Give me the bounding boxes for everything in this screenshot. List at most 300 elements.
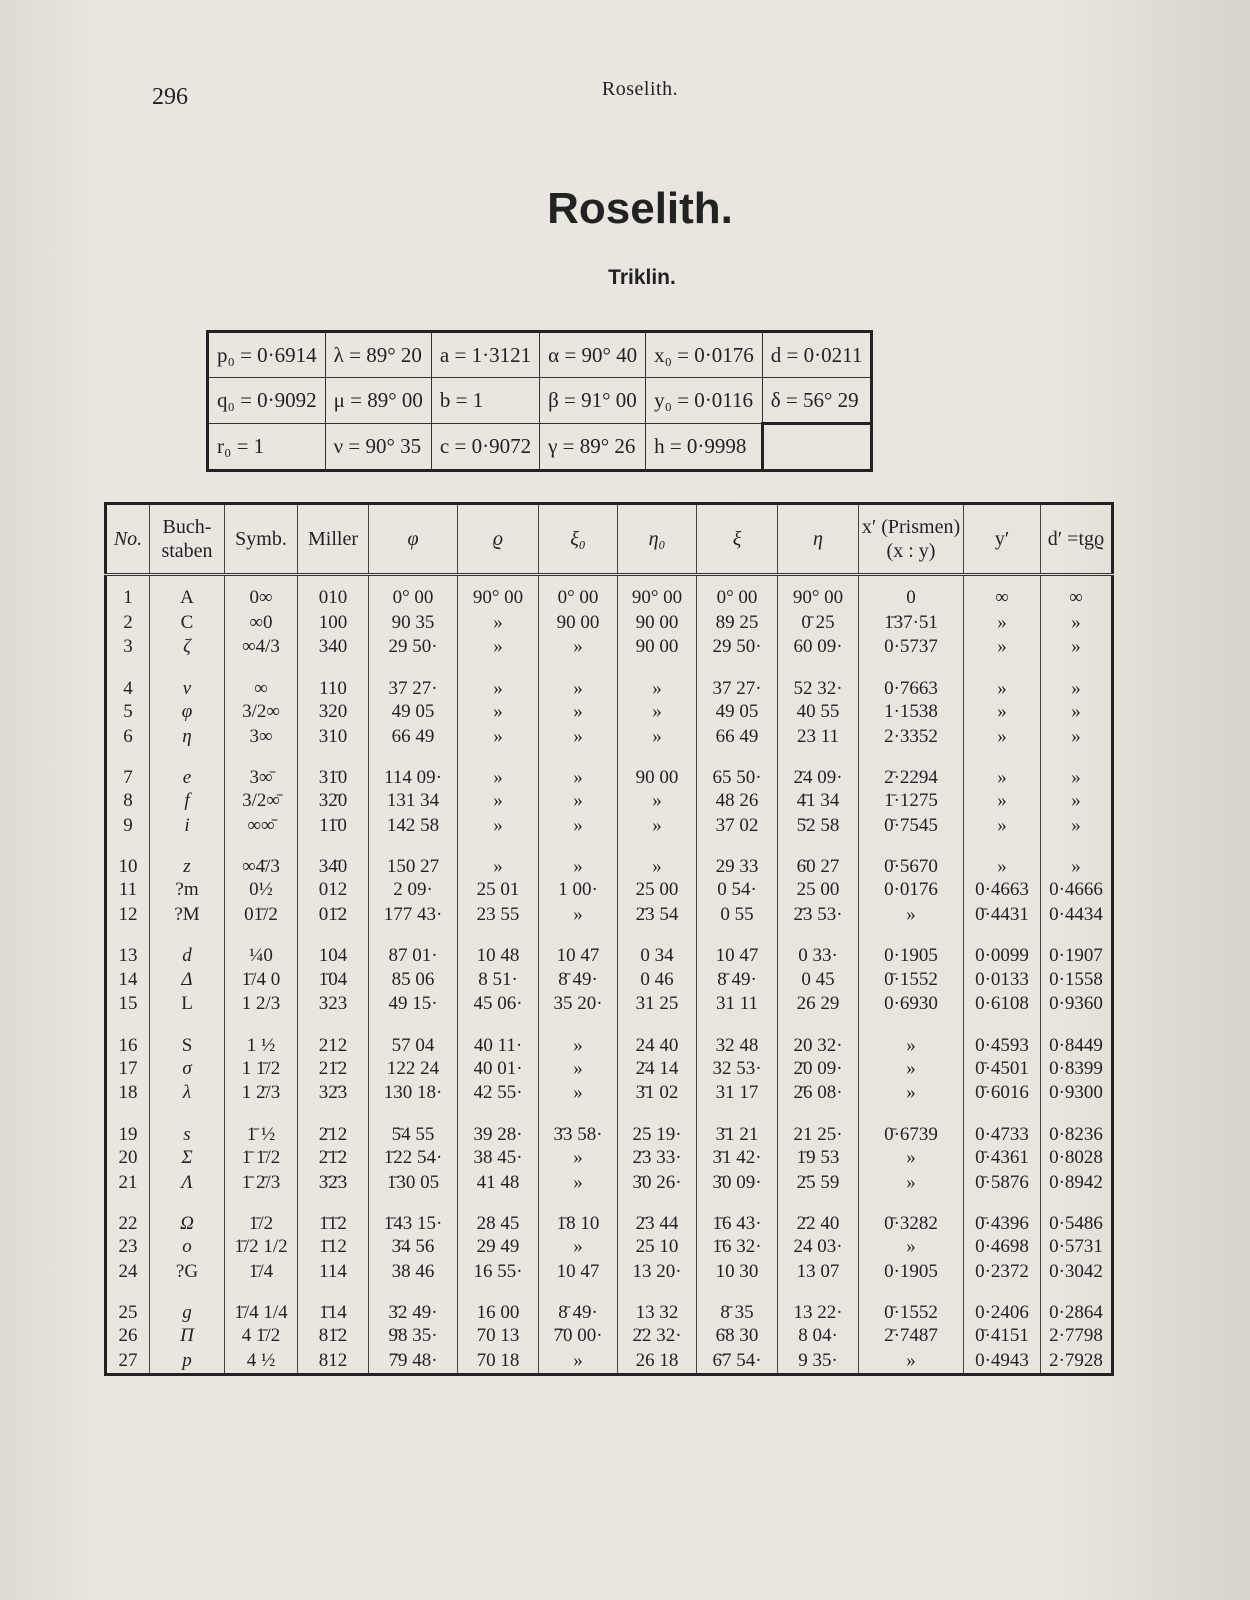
cell-symbol: ∞∞̄: [225, 814, 298, 839]
cell-d-prime: »: [1041, 700, 1113, 725]
cell-y-prime: »: [964, 814, 1041, 839]
cell-letter: f: [150, 789, 225, 814]
cell-xi: 10 47: [697, 927, 778, 967]
cell-rho: 25 01: [458, 878, 539, 903]
cell-d-prime: 0·9300: [1041, 1081, 1113, 1106]
cell-rho: 42 55·: [458, 1081, 539, 1106]
cell-letter: λ: [150, 1081, 225, 1106]
cell-xi: 31 11: [697, 992, 778, 1017]
cell-eta: 2̄3 53·: [778, 903, 859, 928]
table-row: [106, 611, 1113, 636]
cell-rho: 16 55·: [458, 1260, 539, 1285]
cell-no: 27: [106, 1349, 150, 1375]
cell-miller: 2̄12: [298, 1106, 369, 1146]
cell-xi0: »: [539, 1057, 618, 1082]
cell-rho: 40 11·: [458, 1017, 539, 1057]
cell-symbol: 1̄/4 0: [225, 967, 298, 992]
cell-eta0: 0 46: [618, 967, 697, 992]
cell-no: 1: [106, 575, 150, 611]
cell-xi0: 8̄ 49·: [539, 1284, 618, 1324]
cell-xi: 29 50·: [697, 635, 778, 660]
cell-miller: 340: [298, 635, 369, 660]
cell-d-prime: 0·5731: [1041, 1235, 1113, 1260]
cell-xi: 0 55: [697, 903, 778, 928]
cell-symbol: ¼0: [225, 927, 298, 967]
cell-letter: v: [150, 660, 225, 700]
cell-eta0: 2̄3 44: [618, 1195, 697, 1235]
cell-rho: 70 18: [458, 1349, 539, 1375]
cell-letter: Σ: [150, 1146, 225, 1171]
cell-miller: 1̄12: [298, 1235, 369, 1260]
cell-symbol: 3/2∞: [225, 700, 298, 725]
table-row: [106, 1106, 1113, 1146]
col-header-eta: η: [778, 504, 859, 575]
header-row: [106, 504, 1113, 575]
cell-y-prime: »: [964, 724, 1041, 749]
cell-letter: e: [150, 749, 225, 789]
cell-eta0: 13 32: [618, 1284, 697, 1324]
cell-eta: 1̄9 53: [778, 1146, 859, 1171]
cell-eta: 60 09·: [778, 635, 859, 660]
table-row: [106, 1284, 1113, 1324]
cell-phi: 57 04: [369, 1017, 458, 1057]
cell-eta: 0 33·: [778, 927, 859, 967]
cell-y-prime: »: [964, 700, 1041, 725]
cell-xi: 1̄6 43·: [697, 1195, 778, 1235]
cell-rho: 23 55: [458, 903, 539, 928]
cell-xi: 6̄7 54·: [697, 1349, 778, 1375]
cell-xi0: »: [539, 903, 618, 928]
cell-xi: 0 54·: [697, 878, 778, 903]
cell-rho: 45 06·: [458, 992, 539, 1017]
cell-rho: »: [458, 838, 539, 878]
cell-y-prime: 0̄·6016: [964, 1081, 1041, 1106]
cell-xi0: »: [539, 1235, 618, 1260]
cell-eta0: »: [618, 789, 697, 814]
cell-miller: 104: [298, 927, 369, 967]
cell-x-prime: 0·0176: [859, 878, 964, 903]
constant-cell: a = 1·3121: [431, 332, 539, 378]
cell-eta: 2̄6 08·: [778, 1081, 859, 1106]
cell-letter: C: [150, 611, 225, 636]
cell-letter: φ: [150, 700, 225, 725]
table-row: [106, 1324, 1113, 1349]
cell-no: 4: [106, 660, 150, 700]
cell-letter: ζ: [150, 635, 225, 660]
cell-y-prime: »: [964, 660, 1041, 700]
col-header-eta0: η₀: [618, 504, 697, 575]
cell-y-prime: 0·2372: [964, 1260, 1041, 1285]
cell-phi: 3̄2 49·: [369, 1284, 458, 1324]
cell-phi: 90 35: [369, 611, 458, 636]
table-row: [106, 1057, 1113, 1082]
table-row: [106, 635, 1113, 660]
cell-xi: 66 49: [697, 724, 778, 749]
cell-xi0: »: [539, 1170, 618, 1195]
cell-letter: Λ: [150, 1170, 225, 1195]
cell-rho: 10 48: [458, 927, 539, 967]
cell-no: 16: [106, 1017, 150, 1057]
cell-eta0: 90° 00: [618, 575, 697, 611]
cell-xi: 1̄6 32·: [697, 1235, 778, 1260]
cell-phi: 131 34: [369, 789, 458, 814]
cell-eta: 40 55: [778, 700, 859, 725]
cell-no: 21: [106, 1170, 150, 1195]
cell-phi: 87 01·: [369, 927, 458, 967]
cell-d-prime: 0·9360: [1041, 992, 1113, 1017]
cell-miller: 32̄0: [298, 789, 369, 814]
cell-y-prime: 0·2406: [964, 1284, 1041, 1324]
cell-rho: »: [458, 789, 539, 814]
col-header-d-prime: d′ =tgϱ: [1041, 504, 1113, 575]
cell-xi0: »: [539, 1349, 618, 1375]
cell-rho: 40 01·: [458, 1057, 539, 1082]
cell-d-prime: 2·7928: [1041, 1349, 1113, 1375]
table-row: [106, 1146, 1113, 1171]
cell-no: 18: [106, 1081, 150, 1106]
cell-symbol: 1̄/4 1/4: [225, 1284, 298, 1324]
cell-no: 9: [106, 814, 150, 839]
cell-no: 13: [106, 927, 150, 967]
cell-x-prime: 0̄·6739: [859, 1106, 964, 1146]
cell-miller: 1̄04: [298, 967, 369, 992]
cell-symbol: ∞4̄/3: [225, 838, 298, 878]
constant-cell: h = 0·9998: [646, 424, 763, 471]
table-body: [106, 575, 1113, 1375]
cell-x-prime: 1̄37·51: [859, 611, 964, 636]
cell-eta: 13 22·: [778, 1284, 859, 1324]
cell-miller: 3̄2̄3: [298, 1170, 369, 1195]
cell-d-prime: 0·8236: [1041, 1106, 1113, 1146]
cell-xi0: 1 00·: [539, 878, 618, 903]
col-header-no: No.: [106, 504, 150, 575]
cell-d-prime: »: [1041, 635, 1113, 660]
cell-xi0: 0° 00: [539, 575, 618, 611]
col-header-y-prime: y′: [964, 504, 1041, 575]
cell-x-prime: 0·7663: [859, 660, 964, 700]
cell-eta: 13 07: [778, 1260, 859, 1285]
constant-cell: y₀ = 0·0116: [646, 378, 763, 424]
cell-letter: z: [150, 838, 225, 878]
cell-no: 10: [106, 838, 150, 878]
cell-eta0: 3̄0 26·: [618, 1170, 697, 1195]
table-row: [106, 992, 1113, 1017]
cell-d-prime: ∞: [1041, 575, 1113, 611]
table-row: [106, 724, 1113, 749]
cell-phi: 5̄4 55: [369, 1106, 458, 1146]
table-row: [106, 575, 1113, 611]
cell-eta: 90° 00: [778, 575, 859, 611]
cell-x-prime: 2̄·2294: [859, 749, 964, 789]
cell-xi0: »: [539, 724, 618, 749]
col-header-rho: ϱ: [458, 504, 539, 575]
cell-no: 8: [106, 789, 150, 814]
cell-symbol: 3∞: [225, 724, 298, 749]
cell-miller: 01̄2: [298, 903, 369, 928]
cell-xi: 49 05: [697, 700, 778, 725]
constant-cell: r₀ = 1: [208, 424, 326, 471]
cell-letter: d: [150, 927, 225, 967]
cell-xi0: »: [539, 789, 618, 814]
cell-y-prime: »: [964, 789, 1041, 814]
cell-no: 25: [106, 1284, 150, 1324]
cell-eta0: 25 00: [618, 878, 697, 903]
cell-xi0: »: [539, 814, 618, 839]
cell-xi: 8̄ 49·: [697, 967, 778, 992]
constants-table-wrap: [206, 330, 873, 472]
cell-xi0: 10 47: [539, 1260, 618, 1285]
col-header-x-prime: x′ (Prismen) (x : y): [859, 504, 964, 575]
cell-xi0: »: [539, 838, 618, 878]
cell-d-prime: »: [1041, 660, 1113, 700]
crystal-system: Triklin.: [608, 266, 676, 289]
cell-y-prime: »: [964, 838, 1041, 878]
cell-eta: 5̄2 58: [778, 814, 859, 839]
table-row: [106, 878, 1113, 903]
cell-letter: s: [150, 1106, 225, 1146]
constants-row: [208, 332, 872, 378]
page-number: 296: [152, 84, 188, 110]
cell-xi0: »: [539, 1017, 618, 1057]
cell-x-prime: »: [859, 1170, 964, 1195]
table-row: [106, 749, 1113, 789]
constant-cell: β = 91° 00: [540, 378, 646, 424]
cell-xi0: 3̄3 58·: [539, 1106, 618, 1146]
cell-y-prime: 0·0133: [964, 967, 1041, 992]
table-row: [106, 1235, 1113, 1260]
cell-y-prime: 0·4593: [964, 1017, 1041, 1057]
cell-symbol: 4 1̄/2: [225, 1324, 298, 1349]
cell-x-prime: »: [859, 903, 964, 928]
cell-symbol: 1̄ 1̄/2: [225, 1146, 298, 1171]
cell-xi: 89 25: [697, 611, 778, 636]
cell-no: 23: [106, 1235, 150, 1260]
cell-y-prime: 0̄·4151: [964, 1324, 1041, 1349]
cell-phi: 49 05: [369, 700, 458, 725]
col-header-symbol: Symb.: [225, 504, 298, 575]
cell-x-prime: 0̄·1552: [859, 1284, 964, 1324]
cell-x-prime: 0·1905: [859, 927, 964, 967]
cell-y-prime: 0·0099: [964, 927, 1041, 967]
cell-miller: 100: [298, 611, 369, 636]
cell-no: 5: [106, 700, 150, 725]
cell-phi: 85 06: [369, 967, 458, 992]
cell-miller: 2̄1̄2: [298, 1146, 369, 1171]
cell-miller: 11̄0: [298, 814, 369, 839]
cell-d-prime: 0·8028: [1041, 1146, 1113, 1171]
cell-y-prime: »: [964, 749, 1041, 789]
cell-xi0: 1̄8 10: [539, 1195, 618, 1235]
constant-cell: d = 0·0211: [762, 332, 872, 378]
cell-miller: 323: [298, 992, 369, 1017]
table-row: [106, 903, 1113, 928]
cell-letter: ?m: [150, 878, 225, 903]
cell-eta: 2̄0 09·: [778, 1057, 859, 1082]
constant-cell: b = 1: [431, 378, 539, 424]
cell-x-prime: 1̄·1275: [859, 789, 964, 814]
constant-cell: c = 0·9072: [431, 424, 539, 471]
cell-symbol: 3/2∞̄: [225, 789, 298, 814]
cell-phi: 3̄4 56: [369, 1235, 458, 1260]
cell-xi: 3̄1 21: [697, 1106, 778, 1146]
cell-eta: 4̄1 34: [778, 789, 859, 814]
cell-y-prime: 0·4943: [964, 1349, 1041, 1375]
cell-eta: 9 35·: [778, 1349, 859, 1375]
cell-letter: p: [150, 1349, 225, 1375]
cell-d-prime: »: [1041, 838, 1113, 878]
cell-x-prime: 0·1905: [859, 1260, 964, 1285]
cell-eta0: 3̄1 02: [618, 1081, 697, 1106]
cell-d-prime: 0·8399: [1041, 1057, 1113, 1082]
table-row: [106, 1017, 1113, 1057]
cell-xi: 10 30: [697, 1260, 778, 1285]
cell-letter: Π: [150, 1324, 225, 1349]
cell-x-prime: 0·6930: [859, 992, 964, 1017]
cell-eta0: 90 00: [618, 611, 697, 636]
table-row: [106, 838, 1113, 878]
cell-eta: 2̄2 40: [778, 1195, 859, 1235]
cell-rho: 8 51·: [458, 967, 539, 992]
cell-symbol: 1̄ 2̄/3: [225, 1170, 298, 1195]
constant-cell: q₀ = 0·9092: [208, 378, 326, 424]
cell-phi: 150 27: [369, 838, 458, 878]
cell-phi: 1̄30 05: [369, 1170, 458, 1195]
angle-table-wrap: [104, 502, 1114, 1376]
cell-rho: »: [458, 700, 539, 725]
cell-letter: Δ: [150, 967, 225, 992]
cell-x-prime: »: [859, 1146, 964, 1171]
cell-d-prime: 0·1907: [1041, 927, 1113, 967]
cell-d-prime: 0·2864: [1041, 1284, 1113, 1324]
cell-xi: 32 48: [697, 1017, 778, 1057]
cell-no: 6: [106, 724, 150, 749]
cell-d-prime: 0·8449: [1041, 1017, 1113, 1057]
table-row: [106, 700, 1113, 725]
cell-xi: 0° 00: [697, 575, 778, 611]
cell-x-prime: »: [859, 1057, 964, 1082]
cell-letter: o: [150, 1235, 225, 1260]
cell-phi: 9̄8 35·: [369, 1324, 458, 1349]
cell-phi: 49 15·: [369, 992, 458, 1017]
constants-table: [206, 330, 873, 472]
angle-table: [104, 502, 1114, 1376]
cell-x-prime: 0̄·5670: [859, 838, 964, 878]
cell-xi0: 8̄ 49·: [539, 967, 618, 992]
cell-eta0: 2̄2 32·: [618, 1324, 697, 1349]
cell-xi: 32 53·: [697, 1057, 778, 1082]
cell-y-prime: 0̄·4396: [964, 1195, 1041, 1235]
cell-x-prime: 0̄·7545: [859, 814, 964, 839]
cell-xi0: »: [539, 1146, 618, 1171]
cell-y-prime: 0̄·4361: [964, 1146, 1041, 1171]
cell-phi: 1̄43 15·: [369, 1195, 458, 1235]
cell-x-prime: 2̄·7487: [859, 1324, 964, 1349]
cell-miller: 320: [298, 700, 369, 725]
cell-y-prime: 0̄·4431: [964, 903, 1041, 928]
cell-xi: 48 26: [697, 789, 778, 814]
cell-d-prime: »: [1041, 789, 1113, 814]
cell-letter: ?G: [150, 1260, 225, 1285]
cell-eta0: 25 10: [618, 1235, 697, 1260]
cell-miller: 1̄14: [298, 1284, 369, 1324]
cell-x-prime: 0̄·1552: [859, 967, 964, 992]
constant-cell: p₀ = 0·6914: [208, 332, 326, 378]
cell-miller: 114: [298, 1260, 369, 1285]
cell-x-prime: 0̄·3282: [859, 1195, 964, 1235]
cell-eta0: 90 00: [618, 635, 697, 660]
col-header-xi: ξ: [697, 504, 778, 575]
cell-eta: 21 25·: [778, 1106, 859, 1146]
cell-d-prime: »: [1041, 814, 1113, 839]
cell-no: 17: [106, 1057, 150, 1082]
cell-rho: »: [458, 814, 539, 839]
cell-xi: 29 33: [697, 838, 778, 878]
cell-letter: S: [150, 1017, 225, 1057]
cell-rho: »: [458, 724, 539, 749]
cell-miller: 812: [298, 1349, 369, 1375]
cell-eta: 0 45: [778, 967, 859, 992]
cell-d-prime: »: [1041, 749, 1113, 789]
cell-xi: 6̄8 30: [697, 1324, 778, 1349]
cell-letter: i: [150, 814, 225, 839]
cell-letter: g: [150, 1284, 225, 1324]
cell-xi0: 35 20·: [539, 992, 618, 1017]
cell-symbol: 0∞: [225, 575, 298, 611]
cell-symbol: 1̄/2 1/2: [225, 1235, 298, 1260]
cell-xi: 31 17: [697, 1081, 778, 1106]
cell-rho: 16 00: [458, 1284, 539, 1324]
cell-miller: 212: [298, 1017, 369, 1057]
cell-y-prime: 0·4733: [964, 1106, 1041, 1146]
cell-miller: 110: [298, 660, 369, 700]
cell-d-prime: »: [1041, 611, 1113, 636]
cell-eta0: »: [618, 724, 697, 749]
cell-eta: 24 03·: [778, 1235, 859, 1260]
cell-y-prime: 0̄·5876: [964, 1170, 1041, 1195]
table-row: [106, 789, 1113, 814]
cell-y-prime: »: [964, 635, 1041, 660]
constant-cell: μ = 89° 00: [325, 378, 431, 424]
cell-no: 2: [106, 611, 150, 636]
cell-miller: 32̄3: [298, 1081, 369, 1106]
cell-eta: 0̄ 25: [778, 611, 859, 636]
cell-eta0: »: [618, 700, 697, 725]
cell-x-prime: »: [859, 1235, 964, 1260]
table-row: [106, 1195, 1113, 1235]
cell-y-prime: 0·6108: [964, 992, 1041, 1017]
cell-miller: 012: [298, 878, 369, 903]
cell-d-prime: »: [1041, 724, 1113, 749]
table-row: [106, 1170, 1113, 1195]
cell-eta: 8 04·: [778, 1324, 859, 1349]
cell-eta: 25 00: [778, 878, 859, 903]
cell-symbol: 1 2̄/3: [225, 1081, 298, 1106]
col-header-phi: φ: [369, 504, 458, 575]
cell-symbol: 1̄ ½: [225, 1106, 298, 1146]
cell-xi0: »: [539, 635, 618, 660]
cell-eta0: 0 34: [618, 927, 697, 967]
cell-symbol: 1̄/2: [225, 1195, 298, 1235]
cell-eta0: 2̄4 14: [618, 1057, 697, 1082]
cell-no: 19: [106, 1106, 150, 1146]
cell-no: 14: [106, 967, 150, 992]
cell-xi: 3̄1 42·: [697, 1146, 778, 1171]
cell-rho: »: [458, 749, 539, 789]
cell-no: 22: [106, 1195, 150, 1235]
cell-symbol: 0½: [225, 878, 298, 903]
cell-miller: 21̄2: [298, 1057, 369, 1082]
table-row: [106, 967, 1113, 992]
